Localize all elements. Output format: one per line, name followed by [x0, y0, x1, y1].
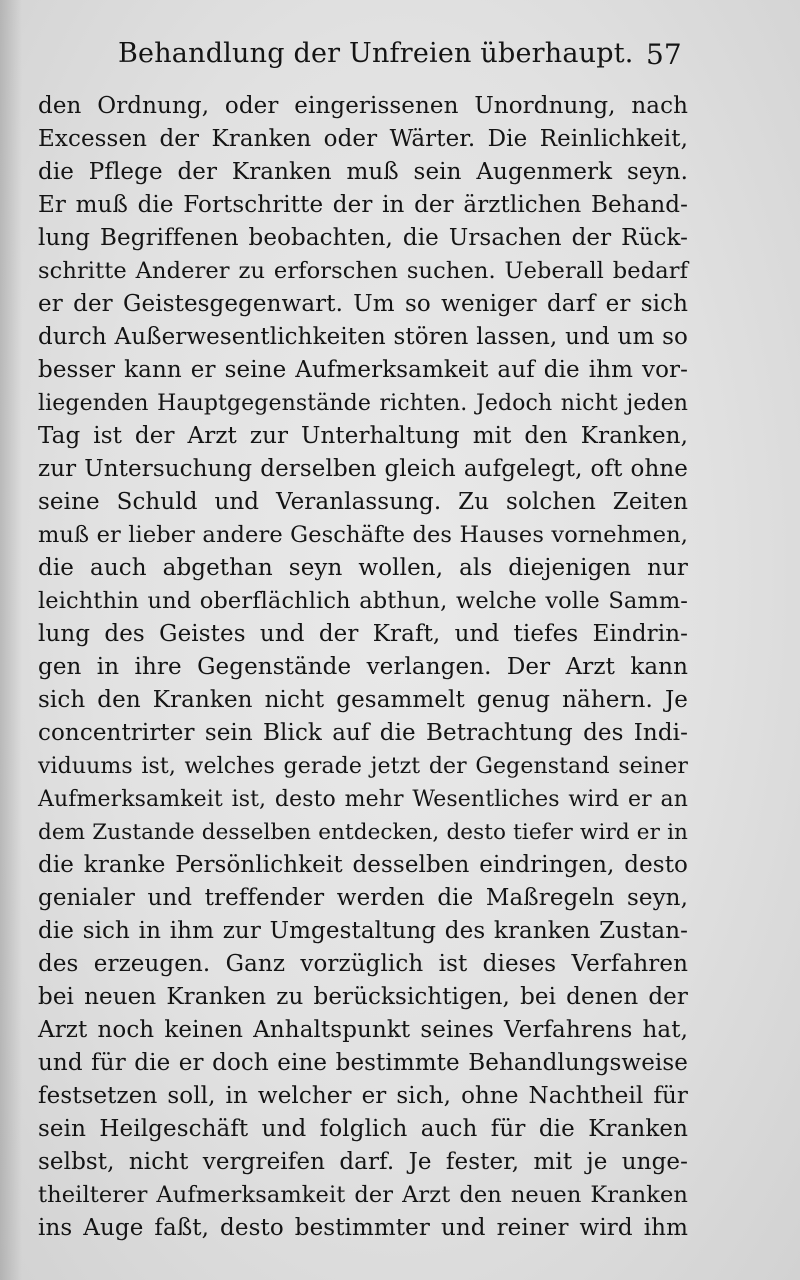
text-line: Aufmerksamkeit ist, desto mehr Wesentliches wird er an — [38, 787, 688, 812]
text-line: bei neuen Kranken zu berücksichtigen, bei denen der — [38, 984, 688, 1010]
text-line: die kranke Persönlichkeit desselben eindringen, desto — [38, 852, 688, 878]
text-line: durch Außerwesentlichkeiten stören lassen, und um so — [38, 324, 688, 350]
text-line: leichthin und oberflächlich abthun, welche volle Samm- — [38, 588, 688, 614]
text-line: dem Zustande desselben entdecken, desto tiefer wird er in — [38, 820, 688, 845]
text-line: muß er lieber andere Geschäfte des Hauses vornehmen, — [38, 522, 688, 548]
text-line: lung des Geistes und der Kraft, und tiefes Eindrin- — [38, 621, 688, 647]
text-line: sich den Kranken nicht gesammelt genug nähern. Je — [38, 687, 688, 713]
running-head — [0, 38, 800, 82]
text-line: ins Auge faßt, desto bestimmter und reiner wird ihm — [38, 1215, 688, 1241]
text-line: und für die er doch eine bestimmte Behandlungsweise — [38, 1050, 688, 1076]
text-line: theilterer Aufmerksamkeit der Arzt den neuen Kranken — [38, 1182, 688, 1208]
text-line: festsetzen soll, in welcher er sich, ohne Nachtheil für — [38, 1083, 688, 1109]
text-line: Excessen der Kranken oder Wärter. Die Reinlichkeit, — [38, 126, 688, 152]
running-title: Behandlung der Unfreien überhaupt. — [118, 38, 634, 69]
page-number: 57 — [646, 38, 682, 71]
text-line: genialer und treffender werden die Maßregeln seyn, — [38, 885, 688, 911]
text-line: seine Schuld und Veranlassung. Zu solchen Zeiten — [38, 489, 688, 515]
text-line: die auch abgethan seyn wollen, als diejenigen nur — [38, 555, 688, 581]
text-line: viduums ist, welches gerade jetzt der Gegenstand seiner — [38, 754, 688, 779]
text-line: lung Begriffenen beobachten, die Ursachen der Rück- — [38, 225, 688, 251]
text-line: concentrirter sein Blick auf die Betrachtung des Indi- — [38, 720, 688, 746]
text-line: sein Heilgeschäft und folglich auch für die Kranken — [38, 1116, 688, 1142]
page-gutter-shadow — [0, 0, 22, 1280]
text-line: selbst, nicht vergreifen darf. Je fester, mit je unge- — [38, 1149, 688, 1175]
text-line: schritte Anderer zu erforschen suchen. Ueberall bedarf — [38, 258, 688, 284]
text-line: er der Geistesgegenwart. Um so weniger darf er sich — [38, 291, 688, 317]
text-line: besser kann er seine Aufmerksamkeit auf die ihm vor- — [38, 357, 688, 383]
body-text — [38, 90, 688, 1245]
text-line: zur Untersuchung derselben gleich aufgelegt, oft ohne — [38, 456, 688, 482]
text-line: den Ordnung, oder eingerissenen Unordnung, nach — [38, 93, 688, 119]
text-line: liegenden Hauptgegenstände richten. Jedoch nicht jeden — [38, 391, 688, 416]
text-line: Er muß die Fortschritte der in der ärztlichen Behand- — [38, 192, 688, 218]
text-line: die sich in ihm zur Umgestaltung des kranken Zustan- — [38, 918, 688, 944]
text-line: gen in ihre Gegenstände verlangen. Der Arzt kann — [38, 654, 688, 680]
text-line: Tag ist der Arzt zur Unterhaltung mit den Kranken, — [38, 423, 688, 449]
text-line: des erzeugen. Ganz vorzüglich ist dieses Verfahren — [38, 951, 688, 977]
text-line: die Pflege der Kranken muß sein Augenmerk seyn. — [38, 159, 688, 185]
text-line: Arzt noch keinen Anhaltspunkt seines Verfahrens hat, — [38, 1017, 688, 1043]
